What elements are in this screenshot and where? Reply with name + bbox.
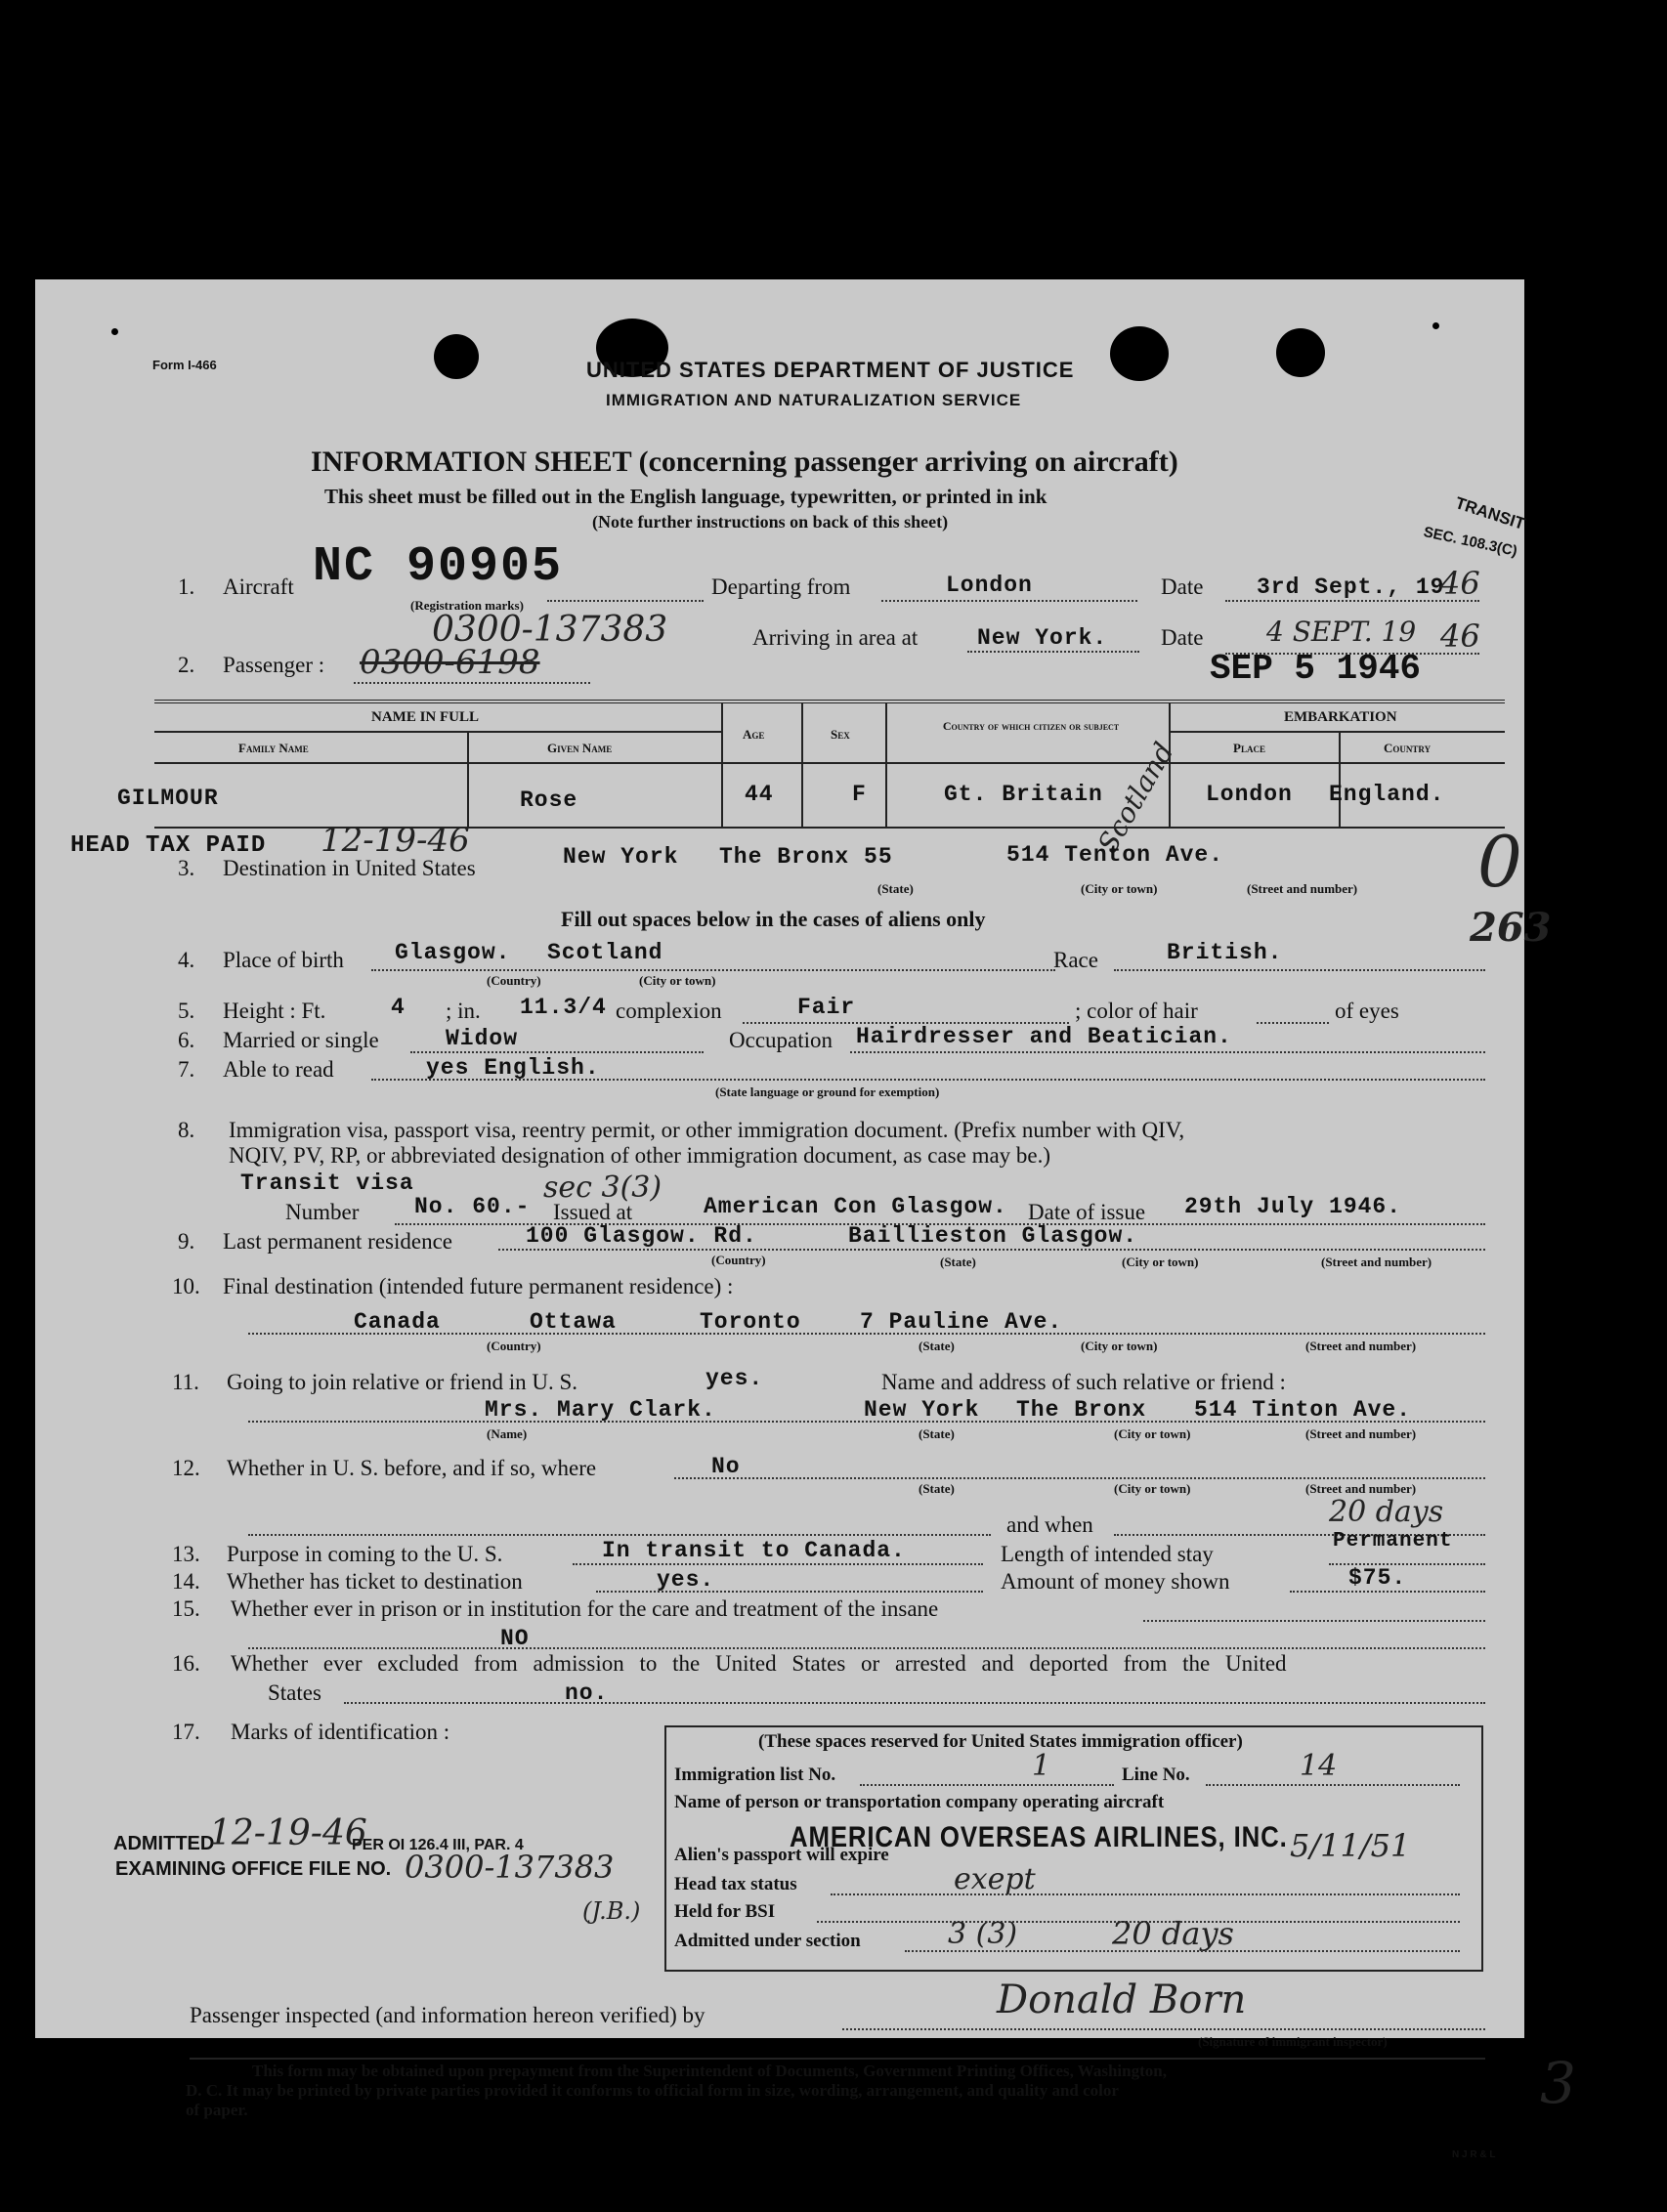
destination-street: 514 Tenton Ave. — [1006, 842, 1224, 868]
race-value: British. — [1167, 940, 1283, 965]
citizen-value: Gt. Britain — [944, 782, 1103, 807]
page-number: 3 — [1540, 2050, 1576, 2116]
read-label: Able to read — [223, 1057, 334, 1082]
residence-street: 100 Glasgow. Rd. — [526, 1223, 757, 1249]
list-number-value: 1 — [1032, 1749, 1051, 1783]
given-name: Rose — [520, 787, 578, 813]
header-sex: Sex — [831, 727, 850, 742]
bsi-label: Held for BSI — [674, 1901, 776, 1922]
registration-caption: (Registration marks) — [410, 598, 524, 613]
header-family-name: Family Name — [238, 741, 309, 755]
field-10-number: 10. — [172, 1274, 200, 1298]
height-inches: 11.3/4 — [520, 995, 607, 1020]
operator-label: Name of person or transportation company operating aircraft — [674, 1792, 1165, 1812]
final-street: 7 Pauline Ave. — [860, 1309, 1063, 1335]
head-tax-status-label: Head tax status — [674, 1874, 797, 1894]
read-value: yes English. — [426, 1055, 600, 1081]
field-1-number: 1. — [178, 574, 195, 599]
punch-hole — [1110, 326, 1169, 381]
aircraft-label: Aircraft — [223, 574, 294, 599]
field-11-number: 11. — [172, 1370, 199, 1394]
field-4-number: 4. — [178, 948, 195, 972]
field-8-number: 8. — [178, 1118, 195, 1142]
age-value: 44 — [745, 782, 774, 807]
agency-name: UNITED STATES DEPARTMENT OF JUSTICE — [586, 358, 1075, 382]
printer-mark: N J R & L — [1452, 2149, 1496, 2160]
departing-date-label: Date — [1161, 574, 1204, 599]
header-embark-country: Country — [1384, 741, 1432, 755]
field-7-number: 7. — [178, 1057, 195, 1082]
admitted-section-label: Admitted under section — [674, 1931, 861, 1951]
punch-hole — [1276, 328, 1325, 377]
field-13-number: 13. — [172, 1542, 200, 1566]
document-label-line2: NQIV, PV, RP, or abbreviated designation of other immigration document, as case may be.) — [229, 1143, 1051, 1168]
punch-hole — [434, 334, 479, 379]
admitted-date: 12-19-46 — [209, 1813, 367, 1853]
destination-state: New York — [563, 844, 679, 870]
occupation-value: Hairdresser and Beatician. — [856, 1024, 1232, 1049]
birthplace-label: Place of birth — [223, 948, 344, 972]
head-tax-status-value: exept — [954, 1862, 1036, 1896]
hair-label: ; color of hair — [1075, 999, 1198, 1023]
relative-state: New York — [864, 1397, 980, 1423]
date-of-issue: 29th July 1946. — [1184, 1194, 1402, 1219]
height-inches-label: ; in. — [446, 999, 481, 1023]
relative-caption-name: (Name) — [487, 1426, 528, 1441]
footer-line-1: This form may be obtained upon prepayment from the Superintendent of Documents, Government Printing Offices, Washington, — [252, 2062, 1167, 2080]
caption-country: (Country) — [487, 973, 541, 988]
aircraft-registration: NC 90905 — [313, 539, 564, 595]
residence-caption-street: (Street and number) — [1321, 1255, 1432, 1269]
when-label: and when — [1006, 1512, 1093, 1537]
field-3-number: 3. — [178, 856, 195, 880]
relative-name: Mrs. Mary Clark. — [485, 1397, 716, 1423]
header-age: Age — [743, 727, 765, 742]
office-file-number: 0300-137383 — [405, 1849, 615, 1886]
file-number-handwritten: 0300-137383 — [432, 610, 668, 650]
arriving-label: Arriving in area at — [752, 625, 919, 650]
prison-label: Whether ever in prison or in institution for the care and treatment of the insane — [231, 1596, 939, 1621]
departing-label: Departing from — [711, 574, 851, 599]
struck-passenger-number: 0300-6198 — [360, 643, 540, 682]
stay-label: Length of intended stay — [1001, 1542, 1214, 1566]
final-state: Ottawa — [530, 1309, 617, 1335]
visa-number-label: Number — [285, 1200, 360, 1224]
subtitle: This sheet must be filled out in the English language, typewritten, or printed in ink — [324, 485, 1047, 508]
caption-city-town: (City or town) — [639, 973, 716, 988]
race-label: Race — [1053, 948, 1098, 972]
relative-caption-city: (City or town) — [1114, 1426, 1191, 1441]
birth-city: Scotland — [547, 940, 663, 965]
purpose-value: In transit to Canada. — [602, 1538, 906, 1563]
caption-street: (Street and number) — [1247, 881, 1358, 896]
residence-caption-state: (State) — [940, 1255, 976, 1269]
residence-city: Baillieston Glasgow. — [848, 1223, 1138, 1249]
service-name: IMMIGRATION AND NATURALIZATION SERVICE — [606, 391, 1022, 409]
visa-number: No. 60.- — [414, 1194, 531, 1219]
relative-caption-street: (Street and number) — [1305, 1426, 1417, 1441]
date-stamp: SEP 5 1946 — [1210, 649, 1422, 689]
field-12-number: 12. — [172, 1456, 200, 1480]
departing-date: 3rd Sept., 19 — [1257, 574, 1445, 600]
visit-caption-city: (City or town) — [1114, 1481, 1191, 1496]
caption-city: (City or town) — [1081, 881, 1158, 896]
arriving-date: 4 SEPT. 19 — [1266, 616, 1417, 648]
arriving-value: New York. — [977, 625, 1108, 651]
money-value: $75. — [1348, 1565, 1407, 1591]
marital-value: Widow — [446, 1026, 519, 1051]
admitted-section-value: 3 (3) — [948, 1917, 1018, 1951]
residence-caption-city: (City or town) — [1122, 1255, 1199, 1269]
excluded-value: no. — [565, 1680, 609, 1706]
excluded-label: Whether ever excluded from admission to the United States or arrested and deported from the United — [231, 1651, 1287, 1676]
final-destination-label: Final destination (intended future permanent residence) : — [223, 1274, 734, 1298]
circle-mark: 0 — [1477, 821, 1522, 903]
aliens-note: Fill out spaces below in the cases of aliens only — [561, 907, 986, 931]
marital-label: Married or single — [223, 1028, 379, 1052]
punch-hole — [1432, 322, 1439, 329]
residence-label: Last permanent residence — [223, 1229, 452, 1254]
admitted-per: PER OI 126.4 III, PAR. 4 — [352, 1837, 524, 1853]
residence-caption-country: (Country) — [711, 1253, 766, 1267]
arriving-date-year: 46 — [1440, 617, 1480, 655]
destination-label: Destination in United States — [223, 856, 476, 880]
field-17-number: 17. — [172, 1720, 200, 1744]
office-file-label: EXAMINING OFFICE FILE NO. — [115, 1858, 392, 1880]
document-label-line1: Immigration visa, passport visa, reentry permit, or other immigration document. (Prefix number with QIV, — [229, 1118, 1185, 1142]
field-14-number: 14. — [172, 1569, 200, 1594]
footer-line-2: D. C. It may be printed by private parties provided it conforms to official form in size, wording, arrangement, and quality and color — [186, 2081, 1119, 2100]
eyes-label: of eyes — [1335, 999, 1399, 1023]
previous-visit-value: No — [711, 1454, 741, 1479]
relative-label: Name and address of such relative or friend : — [881, 1370, 1286, 1394]
line-number-label: Line No. — [1122, 1765, 1190, 1785]
sex-value: F — [852, 782, 867, 807]
field-5-number: 5. — [178, 999, 195, 1023]
admitted-label: ADMITTED — [113, 1833, 215, 1854]
inspector-signature: Donald Born — [997, 1978, 1247, 2022]
date-of-issue-label: Date of issue — [1028, 1200, 1146, 1224]
passport-expire-value: 5/11/51 — [1290, 1827, 1411, 1864]
transit-stamp-section: SEC. 108.3(C) — [1422, 524, 1519, 560]
ticket-value: yes. — [657, 1567, 715, 1593]
visit-caption-street: (Street and number) — [1305, 1481, 1417, 1496]
list-number-label: Immigration list No. — [674, 1765, 836, 1785]
field-6-number: 6. — [178, 1028, 195, 1052]
signature-caption: (Signature of immigrant inspector) — [1198, 2034, 1388, 2049]
departing-value: London — [946, 573, 1033, 598]
relative-caption-state: (State) — [919, 1426, 955, 1441]
head-tax-stamp: HEAD TAX PAID — [70, 832, 267, 859]
arriving-date-label: Date — [1161, 625, 1204, 650]
number-263: 263 — [1470, 905, 1552, 951]
issued-at-value: American Con Glasgow. — [704, 1194, 1007, 1219]
when-value: 20 days — [1329, 1495, 1444, 1529]
embark-place: London — [1206, 782, 1293, 807]
page-title: INFORMATION SHEET (concerning passenger arriving on aircraft) — [311, 446, 1178, 478]
field-15-number: 15. — [172, 1596, 200, 1621]
footer-line-3: of paper. — [186, 2101, 248, 2119]
final-country: Canada — [354, 1309, 441, 1335]
transit-stamp: TRANSIT — [1453, 493, 1527, 533]
transit-visa: Transit visa — [240, 1170, 414, 1196]
passenger-label: Passenger : — [223, 653, 325, 677]
issued-at-label: Issued at — [553, 1200, 633, 1224]
final-city: Toronto — [700, 1309, 801, 1335]
header-citizen-country: Country of which citizen or subject — [942, 719, 1120, 733]
header-place: Place — [1233, 741, 1265, 755]
destination-city: The Bronx 55 — [719, 844, 893, 870]
visit-caption-state: (State) — [919, 1481, 955, 1496]
final-caption-state: (State) — [919, 1339, 955, 1353]
field-16-number: 16. — [172, 1651, 200, 1676]
header-embarkation: EMBARKATION — [1284, 709, 1397, 725]
final-caption-city: (City or town) — [1081, 1339, 1158, 1353]
form-number: Form I-466 — [152, 358, 217, 372]
line-number-value: 14 — [1300, 1749, 1338, 1783]
admitted-days: 20 days — [1112, 1915, 1234, 1952]
relative-street: 514 Tinton Ave. — [1194, 1397, 1412, 1423]
passport-expire-label: Alien's passport will expire — [674, 1845, 889, 1865]
prison-value: NO — [500, 1626, 530, 1651]
family-name: GILMOUR — [117, 786, 219, 811]
caption-state: (State) — [877, 881, 914, 896]
money-label: Amount of money shown — [1001, 1569, 1230, 1594]
header-given-name: Given Name — [547, 741, 613, 755]
complexion-value: Fair — [797, 995, 856, 1020]
identification-label: Marks of identification : — [231, 1720, 450, 1744]
stay-value: Permanent — [1333, 1530, 1453, 1553]
punch-hole — [111, 328, 118, 335]
field-9-number: 9. — [178, 1229, 195, 1254]
complexion-label: complexion — [616, 999, 722, 1023]
occupation-label: Occupation — [729, 1028, 834, 1052]
embark-country: England. — [1329, 782, 1445, 807]
purpose-label: Purpose in coming to the U. S. — [227, 1542, 503, 1566]
join-label: Going to join relative or friend in U. S. — [227, 1370, 577, 1394]
final-caption-street: (Street and number) — [1305, 1339, 1417, 1353]
birth-country: Glasgow. — [395, 940, 511, 965]
relative-city: The Bronx — [1016, 1397, 1147, 1423]
join-value: yes. — [705, 1366, 764, 1391]
visa-section-handwritten: sec 3(3) — [543, 1170, 663, 1205]
head-tax-date: 12-19-46 — [321, 821, 470, 860]
citizen-note: Scotland — [1090, 737, 1180, 859]
instructions-note: (Note further instructions on back of this sheet) — [592, 512, 949, 532]
excluded-label-line2: States — [268, 1680, 321, 1705]
height-feet: 4 — [391, 995, 406, 1020]
departing-date-year: 46 — [1440, 565, 1480, 602]
final-caption-country: (Country) — [487, 1339, 541, 1353]
officer-box-header: (These spaces reserved for United States immigration officer) — [758, 1731, 1243, 1752]
read-caption: (State language or ground for exemption) — [715, 1085, 940, 1099]
inspection-label: Passenger inspected (and information hereon verified) by — [190, 2003, 705, 2027]
height-label: Height : Ft. — [223, 999, 326, 1023]
header-name-in-full: NAME IN FULL — [371, 709, 480, 725]
previous-visit-label: Whether in U. S. before, and if so, where — [227, 1456, 597, 1480]
examiner-initials: (J.B.) — [582, 1897, 641, 1925]
ticket-label: Whether has ticket to destination — [227, 1569, 523, 1594]
operator-stamp: AMERICAN OVERSEAS AIRLINES, INC. — [790, 1821, 1288, 1853]
field-2-number: 2. — [178, 653, 195, 677]
